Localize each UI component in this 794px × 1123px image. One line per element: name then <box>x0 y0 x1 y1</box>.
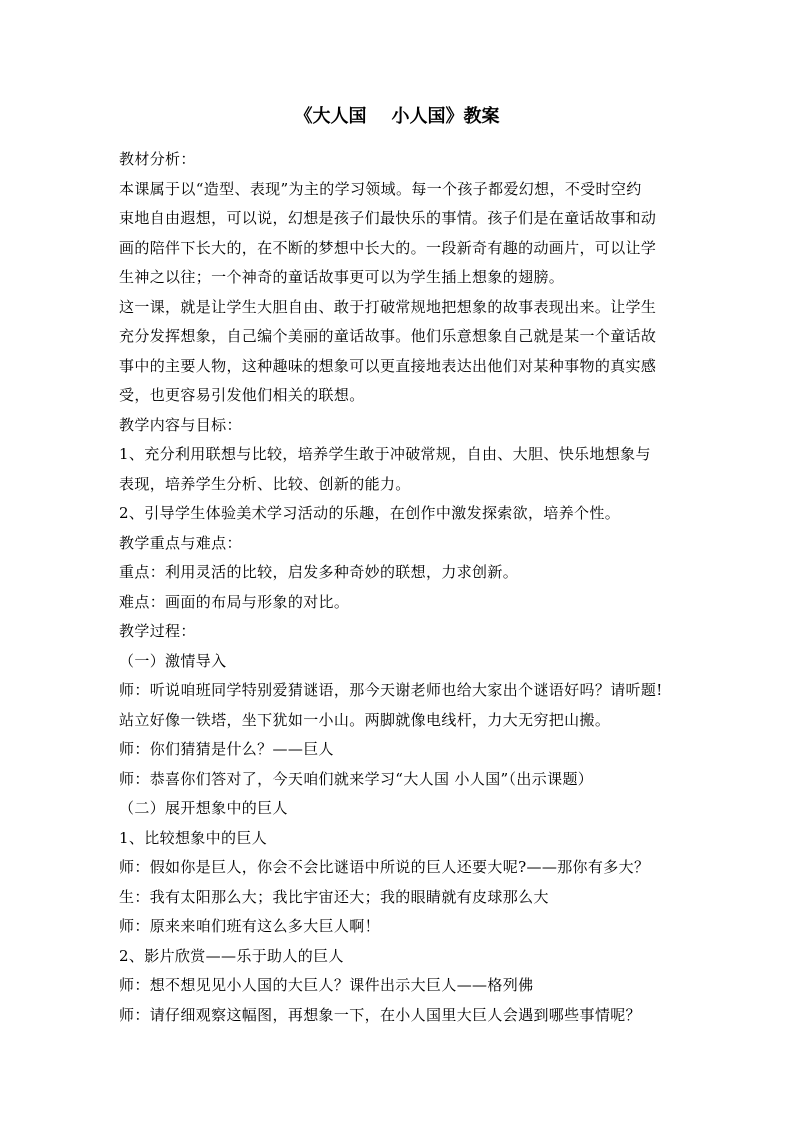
text-line: 束地自由遐想，可以说，幻想是孩子们最快乐的事情。孩子们是在童话故事和动 <box>119 209 657 227</box>
text-line: 这一课，就是让学生大胆自由、敢于打破常规地把想象的故事表现出来。让学生 <box>119 297 657 316</box>
text-line: 教学内容与目标： <box>119 415 242 434</box>
text-line: 师：听说咱班同学特别爱猜谜语，那今天谢老师也给大家出个谜语好吗？请听题! <box>119 681 663 699</box>
text-line: 师：恭喜你们答对了，今天咱们就来学习“大人国 小人国”（出示课题） <box>119 769 594 788</box>
text-line: 画的陪伴下长大的，在不断的梦想中长大的。一段新奇有趣的动画片，可以让学 <box>119 238 657 257</box>
text-line: 教学过程： <box>119 622 196 640</box>
text-line: 师：假如你是巨人，你会不会比谜语中所说的巨人还要大呢?——那你有多大？ <box>119 858 650 876</box>
document-body <box>119 145 675 1030</box>
text-line: 1、充分利用联想与比较，培养学生敢于冲破常规，自由、大胆、快乐地想象与 <box>119 445 651 463</box>
text-line: 表现，培养学生分析、比较、创新的能力。 <box>119 474 411 493</box>
text-line: 难点：画面的布局与形象的对比。 <box>119 592 350 611</box>
text-line: 本课属于以“造型、表现”为主的学习领域。每一个孩子都爱幻想，不受时空约 <box>119 179 642 198</box>
text-line: 1、比较想象中的巨人 <box>119 828 268 847</box>
document-title: 《大人国 小人国》教案 <box>294 106 500 127</box>
text-line: 教材分析： <box>119 150 196 168</box>
text-line: 2、引导学生体验美术学习活动的乐趣，在创作中激发探索欲，培养个性。 <box>119 504 621 522</box>
text-line: 教学重点与难点： <box>119 533 242 552</box>
text-line: 师：原来来咱们班有这么多大巨人啊！ <box>119 917 380 935</box>
text-line: 生：我有太阳那么大；我比宇宙还大；我的眼睛就有皮球那么大 <box>119 887 549 906</box>
text-line: 生神之以往；一个神奇的童话故事更可以为学生插上想象的翅膀。 <box>119 268 565 286</box>
text-line: （二）展开想象中的巨人 <box>119 799 288 817</box>
text-line: 2、影片欣赏——乐于助人的巨人 <box>119 946 344 965</box>
text-line: 充分发挥想象，自己编个美丽的童话故事。他们乐意想象自己就是某一个童话故 <box>119 327 657 345</box>
text-line: 师：请仔细观察这幅图，再想象一下，在小人国里大巨人会遇到哪些事情呢？ <box>119 1005 641 1024</box>
text-line: 事中的主要人物，这种趣味的想象可以更直接地表达出他们对某种事物的真实感 <box>119 356 657 375</box>
text-line: 师：你们猜猜是什么？——巨人 <box>119 740 334 758</box>
text-line: 受，也更容易引发他们相关的联想。 <box>119 386 365 404</box>
text-line: 站立好像一铁塔，坐下犹如一小山。两脚就像电线杆，力大无穷把山搬。 <box>119 710 611 729</box>
text-line: （一）激情导入 <box>119 651 227 670</box>
text-line: 师：想不想见见小人国的大巨人？课件出示大巨人——格列佛 <box>119 976 534 994</box>
text-line: 重点：利用灵活的比较，启发多种奇妙的联想，力求创新。 <box>119 563 519 581</box>
